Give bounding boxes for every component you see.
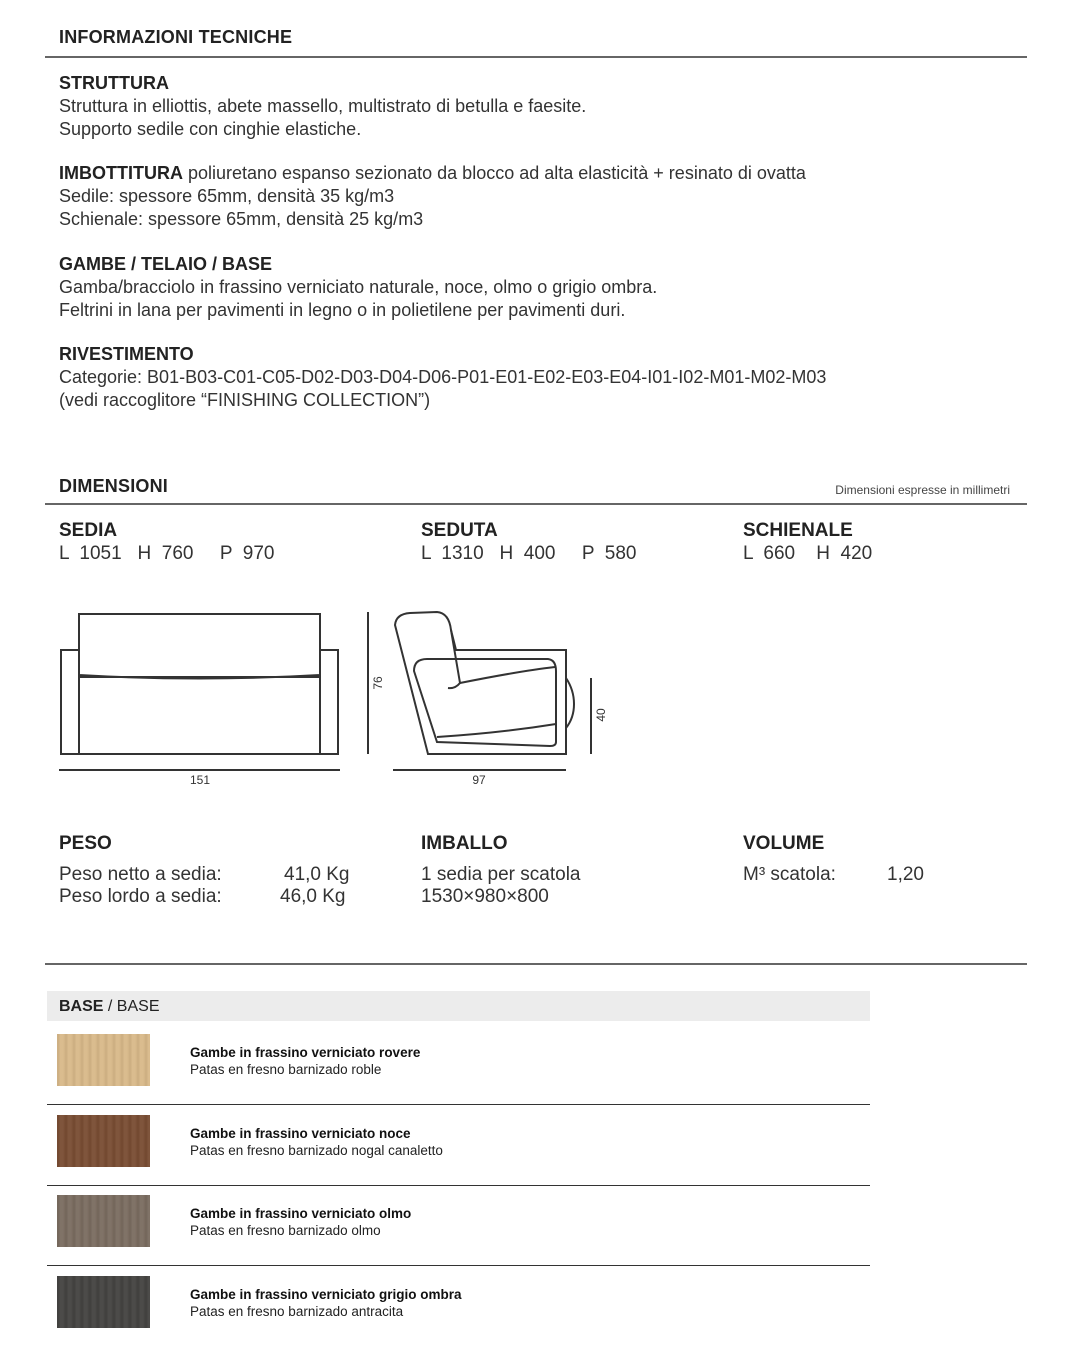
base-finish-item [47, 1024, 870, 1105]
front-left-arm [61, 650, 79, 754]
side-height-label: 76 [371, 676, 385, 690]
imbottitura-description: poliuretano espanso sezionato da blocco ad alta elasticità + resinato di ovatta [182, 163, 806, 183]
finish-title: Gambe in frassino verniciato noce [190, 1126, 411, 1141]
finish-title: Gambe in frassino verniciato olmo [190, 1206, 412, 1221]
seat-height-label: 40 [594, 708, 608, 722]
dimensions-section-title: DIMENSIONI [59, 476, 169, 496]
gambe-line-1: Gamba/bracciolo in frassino verniciato naturale, noce, olmo o grigio ombra. [59, 277, 658, 297]
struttura-line-1: Struttura in elliottis, abete massello, multistrato di betulla e faesite. [59, 96, 587, 116]
finish-subtitle: Patas en fresno barnizado antracita [190, 1304, 404, 1319]
finish-swatch [57, 1195, 150, 1247]
struttura-heading: STRUTTURA [59, 73, 169, 93]
finish-subtitle: Patas en fresno barnizado olmo [190, 1223, 381, 1238]
peso-row [59, 864, 350, 886]
seduta-heading: SEDUTA [421, 520, 498, 541]
finish-subtitle: Patas en fresno barnizado nogal canaletto [190, 1143, 443, 1158]
side-view-drawing [368, 612, 591, 770]
volume-label: M³ scatola: [743, 864, 836, 885]
gambe-line-2: Feltrini in lana per pavimenti in legno o in polietilene per pavimenti duri. [59, 300, 626, 320]
volume-heading: VOLUME [743, 833, 825, 854]
volume-block [743, 833, 924, 886]
front-view-drawing [59, 614, 340, 770]
rivestimento-heading: RIVESTIMENTO [59, 344, 194, 364]
schienale-values: L 660 H 420 [743, 543, 873, 564]
finish-subtitle: Patas en fresno barnizado roble [190, 1062, 382, 1077]
finish-title: Gambe in frassino verniciato rovere [190, 1045, 421, 1060]
imbottitura-heading: IMBOTTITURA [59, 163, 183, 183]
volume-row [743, 864, 924, 886]
dimensions-unit-note: Dimensioni espresse in millimetri [835, 483, 1010, 497]
imballo-line-1: 1 sedia per scatola [421, 864, 581, 885]
side-seat-line [437, 724, 556, 737]
peso-label: Peso netto a sedia: [59, 864, 222, 885]
base-header-rest: BASE [116, 998, 160, 1015]
imballo-heading: IMBALLO [421, 833, 508, 854]
imbottitura-line-2: Schienale: spessore 65mm, densità 25 kg/m3 [59, 209, 424, 229]
front-backrest [79, 614, 320, 679]
peso-value: 46,0 Kg [280, 886, 346, 907]
finish-swatch [57, 1034, 150, 1086]
volume-value: 1,20 [887, 864, 924, 885]
front-width-label: 151 [189, 773, 211, 787]
base-finish-item [47, 1105, 870, 1186]
peso-row [59, 886, 350, 908]
peso-block [59, 833, 350, 908]
schienale-heading: SCHIENALE [743, 520, 853, 541]
peso-label: Peso lordo a sedia: [59, 886, 222, 907]
imballo-block [421, 833, 581, 908]
base-header-bold: BASE [59, 998, 104, 1015]
tech-section-title: INFORMAZIONI TECNICHE [59, 27, 293, 47]
base-section-header: BASE / BASE [47, 991, 870, 1021]
divider [45, 963, 1027, 965]
peso-value: 41,0 Kg [284, 864, 350, 885]
rivestimento-line-2: (vedi raccoglitore “FINISHING COLLECTION”) [59, 390, 431, 410]
gambe-heading: GAMBE / TELAIO / BASE [59, 254, 273, 274]
base-finish-item [47, 1266, 870, 1346]
front-right-arm [320, 650, 338, 754]
finish-title: Gambe in frassino verniciato grigio ombra [190, 1287, 462, 1302]
seduta-values: L 1310 H 400 P 580 [421, 543, 637, 564]
side-arm-curve [566, 678, 574, 728]
finish-swatch [57, 1115, 150, 1167]
finish-swatch [57, 1276, 150, 1328]
base-finish-item [47, 1185, 870, 1266]
front-seat [79, 677, 320, 754]
imbottitura-line-1: Sedile: spessore 65mm, densità 35 kg/m3 [59, 186, 395, 206]
side-cushion-seat [460, 667, 555, 683]
rivestimento-line-1: Categorie: B01-B03-C01-C05-D02-D03-D04-D06-P01-E01-E02-E03-E04-I01-I02-M01-M02-M03 [59, 367, 827, 387]
peso-heading: PESO [59, 833, 112, 854]
imballo-line-2: 1530×980×800 [421, 886, 549, 907]
sedia-heading: SEDIA [59, 520, 118, 541]
sedia-values: L 1051 H 760 P 970 [59, 543, 275, 564]
struttura-line-2: Supporto sedile con cinghie elastiche. [59, 119, 362, 139]
side-width-label: 97 [472, 773, 486, 787]
